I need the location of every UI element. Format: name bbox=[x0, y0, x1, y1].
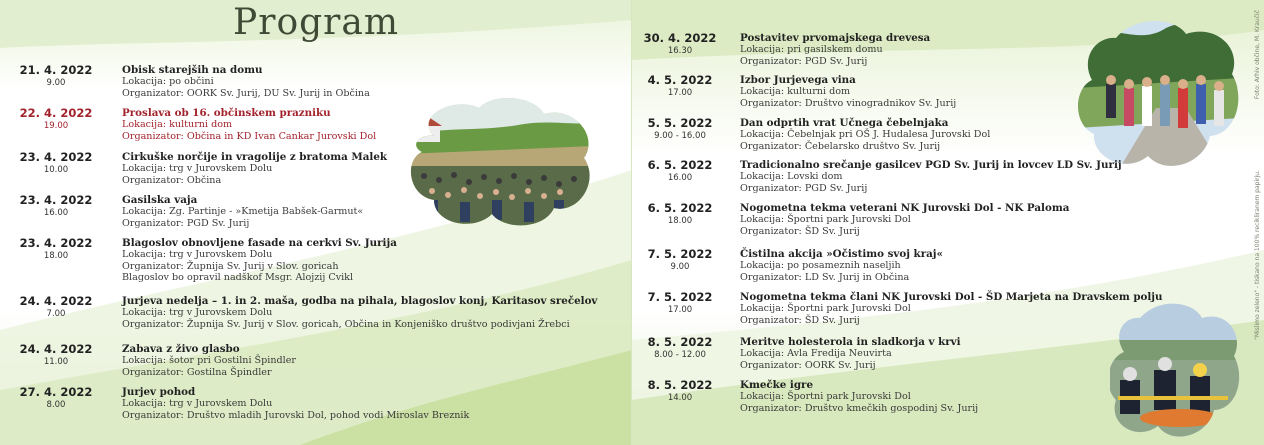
event-detail: Lokacija: Avla Fredija Neuvirta bbox=[740, 348, 892, 359]
event-detail: Lokacija: po posameznih naseljih bbox=[740, 260, 901, 271]
event-title: Postavitev prvomajskega drevesa bbox=[740, 32, 931, 44]
event-detail: Organizator: LD Sv. Jurij in Občina bbox=[740, 271, 910, 283]
event-time: 18.00 bbox=[667, 216, 693, 226]
event-detail: Organizator: OORK Sv. Jurij, DU Sv. Jurij in Občina bbox=[122, 87, 370, 99]
event-detail: Organizator: PGD Sv. Jurij bbox=[740, 55, 868, 67]
event-time: 9.00 bbox=[670, 262, 690, 272]
event-detail: Lokacija: kulturni dom bbox=[122, 119, 233, 130]
event-time: 16.00 bbox=[43, 208, 69, 218]
event-detail: Lokacija: Čebelnjak pri OŠ J. Hudalesa Jurovski Dol bbox=[740, 129, 991, 140]
event-date: 4. 5. 2022 bbox=[647, 73, 713, 87]
event-detail: Organizator: PGD Sv. Jurij bbox=[740, 182, 868, 194]
event-time: 8.00 - 12.00 bbox=[654, 350, 706, 360]
event-date: 6. 5. 2022 bbox=[647, 201, 713, 215]
event-detail: Organizator: Čebelarsko društvo Sv. Jurij bbox=[740, 140, 941, 152]
event-detail: Lokacija: po občini bbox=[122, 76, 214, 87]
event-title: Kmečke igre bbox=[740, 379, 814, 391]
event-title: Obisk starejših na domu bbox=[122, 64, 263, 76]
event-title: Čistilna akcija »Očistimo svoj kraj« bbox=[740, 248, 943, 260]
event-body bbox=[740, 379, 978, 414]
recycled-note: "Mislimo zeleno" - tiskano na 100% recikliranem papirju. bbox=[1254, 170, 1261, 340]
page-title: Program bbox=[233, 2, 399, 43]
event-body bbox=[740, 159, 1122, 194]
photo-credit: Foto: Arhiv občine, M. Kraučič bbox=[1254, 10, 1261, 100]
event-title: Tradicionalno srečanje gasilcev PGD Sv. Jurij in lovcev LD Sv. Jurij bbox=[740, 159, 1122, 171]
event-detail: Lokacija: Lovski dom bbox=[740, 171, 843, 182]
event-detail: Organizator: Društvo kmečkih gospodinj Sv. Jurij bbox=[740, 402, 979, 414]
event-time: 14.00 bbox=[667, 393, 693, 403]
event-time: 18.00 bbox=[43, 251, 69, 261]
event-detail: Lokacija: kulturni dom bbox=[740, 86, 851, 97]
event-time: 8.00 bbox=[46, 400, 66, 410]
event-date: 23. 4. 2022 bbox=[19, 193, 93, 207]
event-time: 9.00 - 16.00 bbox=[654, 131, 706, 141]
event-detail: Organizator: OORK Sv. Jurij bbox=[740, 359, 876, 371]
event-date: 6. 5. 2022 bbox=[647, 158, 713, 172]
event-detail: Organizator: Društvo vinogradnikov Sv. Jurij bbox=[740, 97, 957, 109]
event-detail: Organizator: Občina bbox=[122, 174, 222, 186]
event-date: 24. 4. 2022 bbox=[19, 294, 93, 308]
event-detail: Lokacija: Športni park Jurovski Dol bbox=[740, 391, 911, 402]
event-title: Zabava z živo glasbo bbox=[122, 343, 240, 355]
event-detail: Lokacija: trg v Jurovskem Dolu bbox=[122, 163, 273, 174]
event-detail: Organizator: ŠD Sv. Jurij bbox=[740, 314, 860, 326]
event-title: Nogometna tekma člani NK Jurovski Dol - ŠD Marjeta na Dravskem polju bbox=[740, 291, 1163, 303]
event-body bbox=[122, 343, 296, 378]
event-body bbox=[122, 237, 397, 284]
event-date: 8. 5. 2022 bbox=[647, 378, 713, 392]
event-date: 7. 5. 2022 bbox=[647, 290, 713, 304]
event-detail: Organizator: Gostilna Špindler bbox=[122, 366, 272, 378]
event-title: Jurjeva nedelja – 1. in 2. maša, godba na pihala, blagoslov konj, Karitasov srečelov bbox=[122, 295, 598, 307]
event-body bbox=[740, 291, 1163, 326]
event-detail: Lokacija: šotor pri Gostilni Špindler bbox=[122, 355, 296, 366]
event-date: 24. 4. 2022 bbox=[19, 342, 93, 356]
event-detail: Blagoslov bo opravil nadškof Msgr. Alojzij Cvikl bbox=[122, 272, 354, 283]
event-title: Nogometna tekma veterani NK Jurovski Dol - NK Paloma bbox=[740, 202, 1070, 214]
event-detail: Organizator: ŠD Sv. Jurij bbox=[740, 225, 860, 237]
event-body bbox=[122, 194, 363, 229]
event-body bbox=[740, 336, 961, 371]
event-body bbox=[740, 32, 930, 67]
event-time: 17.00 bbox=[667, 305, 693, 315]
event-title: Gasilska vaja bbox=[122, 194, 198, 206]
hikers-photo bbox=[1076, 18, 1240, 174]
event-title: Dan odprtih vrat Učnega čebelnjaka bbox=[740, 117, 949, 129]
event-body bbox=[740, 248, 943, 283]
event-time: 16.00 bbox=[667, 173, 693, 183]
event-date: 21. 4. 2022 bbox=[19, 63, 93, 77]
event-time: 7.00 bbox=[46, 309, 66, 319]
event-time: 9.00 bbox=[46, 78, 66, 88]
event-detail: Organizator: PGD Sv. Jurij bbox=[122, 217, 250, 229]
event-detail: Lokacija: trg v Jurovskem Dolu bbox=[122, 249, 273, 260]
event-body bbox=[122, 64, 370, 99]
event-body bbox=[122, 295, 597, 330]
event-title: Blagoslov obnovljene fasade na cerkvi Sv. Jurija bbox=[122, 237, 397, 249]
event-date: 7. 5. 2022 bbox=[647, 247, 713, 261]
event-date: 23. 4. 2022 bbox=[19, 236, 93, 250]
event-body bbox=[122, 107, 376, 142]
event-detail: Organizator: Občina in KD Ivan Cankar Jurovski Dol bbox=[122, 130, 377, 142]
event-detail: Organizator: Društvo mladih Jurovski Dol, pohod vodi Miroslav Breznik bbox=[122, 409, 470, 421]
event-date: 30. 4. 2022 bbox=[643, 31, 717, 45]
event-title: Jurjev pohod bbox=[122, 386, 196, 398]
village-crowd-photo bbox=[404, 96, 594, 228]
event-time: 11.00 bbox=[43, 357, 69, 367]
event-detail: Lokacija: Zg. Partinje - »Kmetija Babšek-Garmut« bbox=[122, 206, 364, 217]
event-time: 19.00 bbox=[43, 121, 69, 131]
event-detail: Lokacija: Športni park Jurovski Dol bbox=[740, 303, 911, 314]
right-page bbox=[632, 0, 1264, 445]
event-body bbox=[740, 117, 990, 152]
event-body bbox=[740, 74, 956, 109]
event-detail: Lokacija: trg v Jurovskem Dolu bbox=[122, 398, 273, 409]
event-title: Meritve holesterola in sladkorja v krvi bbox=[740, 336, 961, 348]
event-date: 23. 4. 2022 bbox=[19, 150, 93, 164]
event-detail: Organizator: Župnija Sv. Jurij v Slov. goricah bbox=[122, 260, 339, 272]
event-title: Proslava ob 16. občinskem prazniku bbox=[122, 107, 331, 119]
event-detail: Lokacija: Športni park Jurovski Dol bbox=[740, 214, 911, 225]
event-body bbox=[740, 202, 1069, 237]
event-title: Cirkuške norčije in vragolije z bratoma Malek bbox=[122, 151, 388, 163]
event-body bbox=[122, 386, 469, 421]
event-time: 17.00 bbox=[667, 88, 693, 98]
event-date: 27. 4. 2022 bbox=[19, 385, 93, 399]
event-detail: Organizator: Župnija Sv. Jurij v Slov. goricah, Občina in Konjeniško društvo podivjani Žrebci bbox=[122, 318, 570, 330]
event-detail: Lokacija: trg v Jurovskem Dolu bbox=[122, 307, 273, 318]
event-date: 5. 5. 2022 bbox=[647, 116, 713, 130]
event-date: 22. 4. 2022 bbox=[19, 106, 93, 120]
event-detail: Lokacija: pri gasilskem domu bbox=[740, 44, 883, 55]
event-time: 16.30 bbox=[667, 46, 693, 56]
event-title: Izbor Jurjevega vina bbox=[740, 74, 856, 86]
event-body bbox=[122, 151, 387, 186]
event-time: 10.00 bbox=[43, 165, 69, 175]
event-date: 8. 5. 2022 bbox=[647, 335, 713, 349]
